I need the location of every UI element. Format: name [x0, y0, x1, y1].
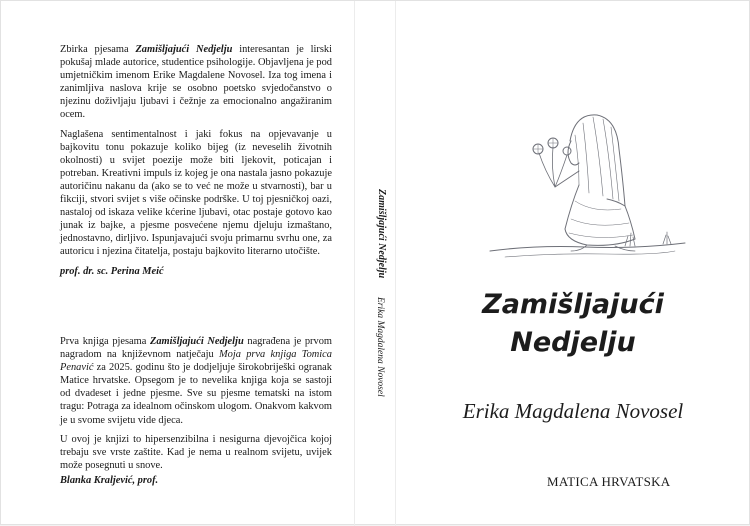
author-name: Erika Magdalena Novosel [462, 399, 684, 423]
blurb2-signature: Blanka Kraljević, prof. [60, 474, 159, 486]
blurb1-signature: prof. dr. sc. Perina Meić [60, 265, 164, 277]
blurb1-intro: Zbirka pjesama [60, 44, 136, 55]
dress-shading [569, 201, 633, 238]
spine-author: Erika Magdalena Novosel [375, 297, 385, 397]
front-cover [395, 1, 750, 526]
publisher-name: MATICA HRVATSKA [547, 474, 671, 489]
blurb2-paragraph-2: U ovoj je knjizi to hipersenzibilna i nesigurna djevojčica kojoj trebaju sve vrste zaštite. Kad je nema u realnom svijetu, uvijek može posegnuti u snove. [60, 433, 332, 471]
grass-tufts [625, 232, 671, 246]
blurb1-book-title: Zamišljajući Nedjelju [135, 44, 233, 55]
blurb1-paragraph-1 [60, 43, 332, 122]
flower-stems [539, 147, 567, 187]
blurb2-mid: nagrađena je prvom nagradom na književnom natječaju [60, 336, 332, 361]
blurb2-book-title: Zamišljajući Nedjelju [150, 336, 244, 347]
book-title-line-1: Zamišljajući [482, 289, 664, 320]
ground-line [490, 243, 685, 251]
spine-title: Zamišljajući Nedjelju [376, 189, 387, 279]
blurb2-intro: Prva knjiga pjesama [60, 336, 151, 347]
flower-petals [533, 138, 558, 154]
blurb2-text: za 2025. godinu što je dodjeljuje širokobriješki ogranak Matice hrvatske. Opsegom je to nevelika knjiga koja se sastoji od dvadeset i jedne pjesme. Sve su pjesme tematski na istom tragu: Potraga za idealnom očinskom ulogom. Onakvom kakvom je u svome svijetu vide djeca. [60, 362, 332, 426]
blurb2-paragraph-1 [60, 335, 332, 427]
review-blurb-1 [60, 43, 332, 284]
review-blurb-2 [60, 335, 332, 493]
blurb1-text: interesantan je lirski pokušaj mlade autorice, studentice psihologije. Objavljena je pod umjetničkim imenom Erike Magdalene Novosel. Iza tog imena i zanimljiva naslova krije se osobno poetsko svjedočanstvo o njezinu doživljaju ljubavi i čežnje za emocionalno angažiranim ocem. [60, 44, 332, 121]
hair-strands [575, 117, 619, 201]
book-title-line-2: Nedjelju [510, 327, 636, 358]
book-spine [354, 1, 396, 526]
blurb2-contest-name: Moja prva knjiga Tomica Penavić [60, 349, 332, 374]
feet [571, 245, 635, 251]
flower-head [563, 147, 571, 155]
blurb1-paragraph-2: Naglašena sentimentalnost i jaki fokus na opjevavanje u bajkovitu tonu pokazuje koliko bijeg (iz neveselih životnih okolnosti) u svijet poezije može biti ljekovit, poticajan i potreban. Kreativni impuls iz kojeg je ona nastala jasno pokazuje autoričinu nakanu da (ako se to već ne može u stvarnosti), bar u fikciji, stvori svijet s više očinske podrške. U toj pjesničkoj oazi, nastaloj od iskaza velike kćerine ljubavi, otac postaje gotovo kao junak iz bajke, a pjesme posvećene njemu djeluju izmaštano, jednostavno, dirljivo. Ispunjavajući svoju primarnu svrhu one, za autoricu i njezina čitatelja, postaju bajkovito literarno utočište. [60, 128, 332, 258]
girl-with-flowers-illustration [475, 101, 695, 261]
ground-line-2 [505, 251, 675, 257]
